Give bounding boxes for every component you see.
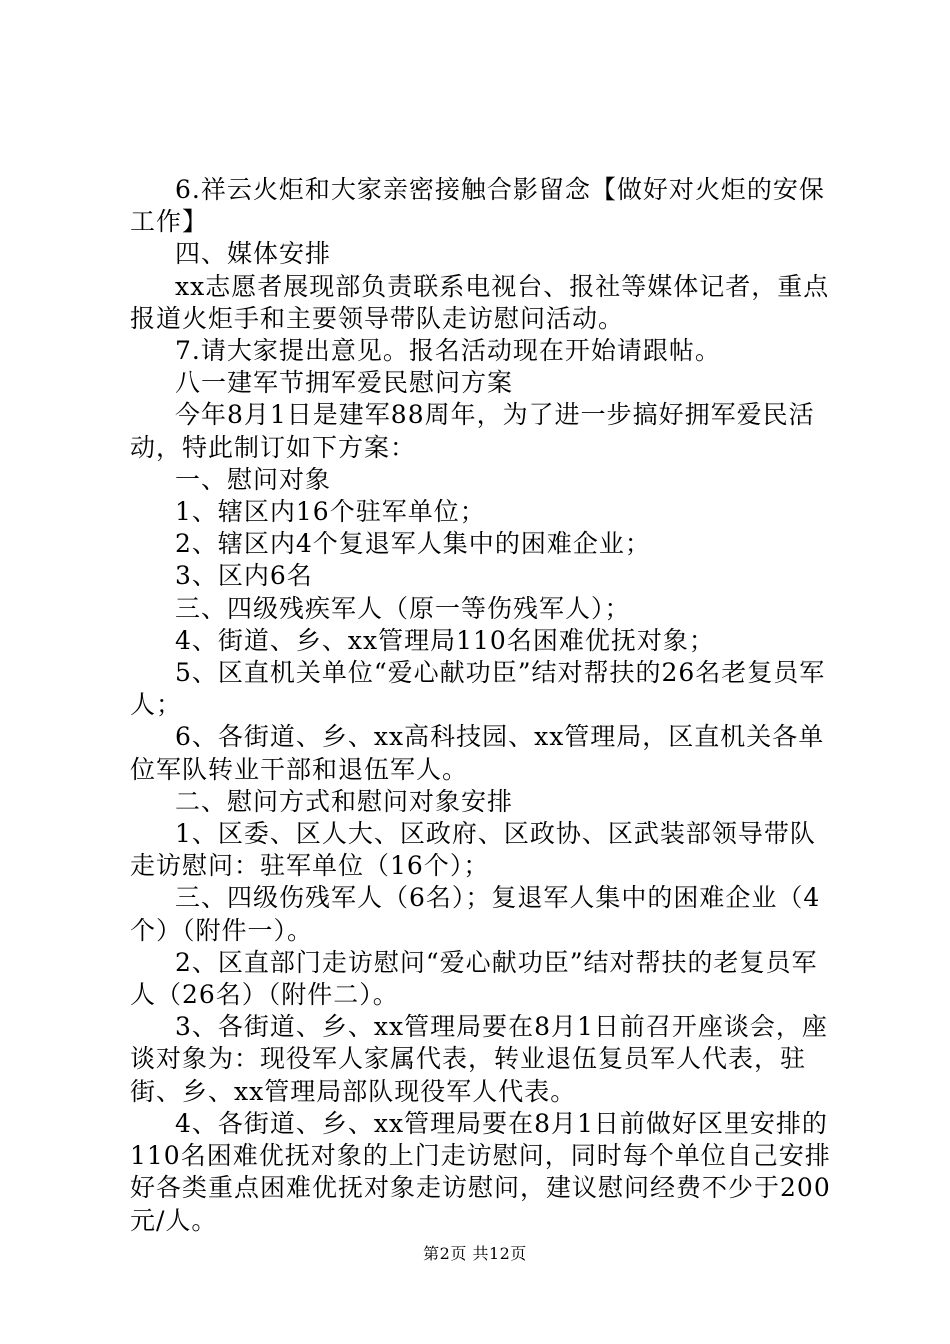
list-item: 4、街道、乡、xx管理局110名困难优抚对象； <box>175 625 715 655</box>
list-item: 5、区直机关单位“爱心献功臣”结对帮扶的26名老复员军人； <box>130 658 826 720</box>
list-item: 3、各街道、乡、xx管理局要在8月1日前召开座谈会，座谈对象为：现役军人家属代表，转业退伍复员军人代表，驻街、乡、xx管理局部队现役军人代表。 <box>130 1012 828 1106</box>
paragraph: 今年8月1日是建军88周年，为了进一步搞好拥军爱民活动，特此制订如下方案： <box>130 400 815 462</box>
page-number-footer: 第2页 共12页 <box>423 1244 527 1263</box>
document-title: 八一建军节拥军爱民慰问方案 <box>175 368 514 398</box>
paragraph: 6.祥云火炬和大家亲密接触合影留念【做好对火炬的安保工作】 <box>130 175 825 237</box>
list-item: 4、各街道、乡、xx管理局要在8月1日前做好区里安排的110名困难优抚对象的上门走访慰问，同时每个单位自己安排好各类重点困难优抚对象走访慰问，建议慰问经费不少于200元/人。 <box>130 1108 831 1235</box>
paragraph: 7.请大家提出意见。报名活动现在开始请跟帖。 <box>175 336 721 366</box>
list-item: 6、各街道、乡、xx高科技园、xx管理局，区直机关各单位军队转业干部和退伍军人。 <box>130 722 825 784</box>
list-item: 3、区内6名 <box>175 561 313 591</box>
list-item: 1、辖区内16个驻军单位； <box>175 497 486 527</box>
document-body <box>130 174 835 1237</box>
list-item: 2、辖区内4个复退军人集中的困难企业； <box>175 529 651 559</box>
list-item: 三、四级伤残军人（6名）；复退军人集中的困难企业（4个）（附件一）。 <box>130 883 821 945</box>
section-heading: 四、媒体安排 <box>175 239 332 269</box>
section-heading: 一、慰问对象 <box>175 464 332 494</box>
list-item: 2、区直部门走访慰问“爱心献功臣”结对帮扶的老复员军人（26名）（附件二）。 <box>130 947 818 1010</box>
section-heading: 二、慰问方式和慰问对象安排 <box>175 786 514 816</box>
list-item: 1、区委、区人大、区政府、区政协、区武装部领导带队走访慰问：驻军单位（16个）； <box>130 819 816 881</box>
paragraph: xx志愿者展现部负责联系电视台、报社等媒体记者，重点报道火炬手和主要领导带队走访慰问活动。 <box>130 271 830 333</box>
list-item: 三、四级残疾军人（原一等伤残军人）； <box>175 593 631 623</box>
